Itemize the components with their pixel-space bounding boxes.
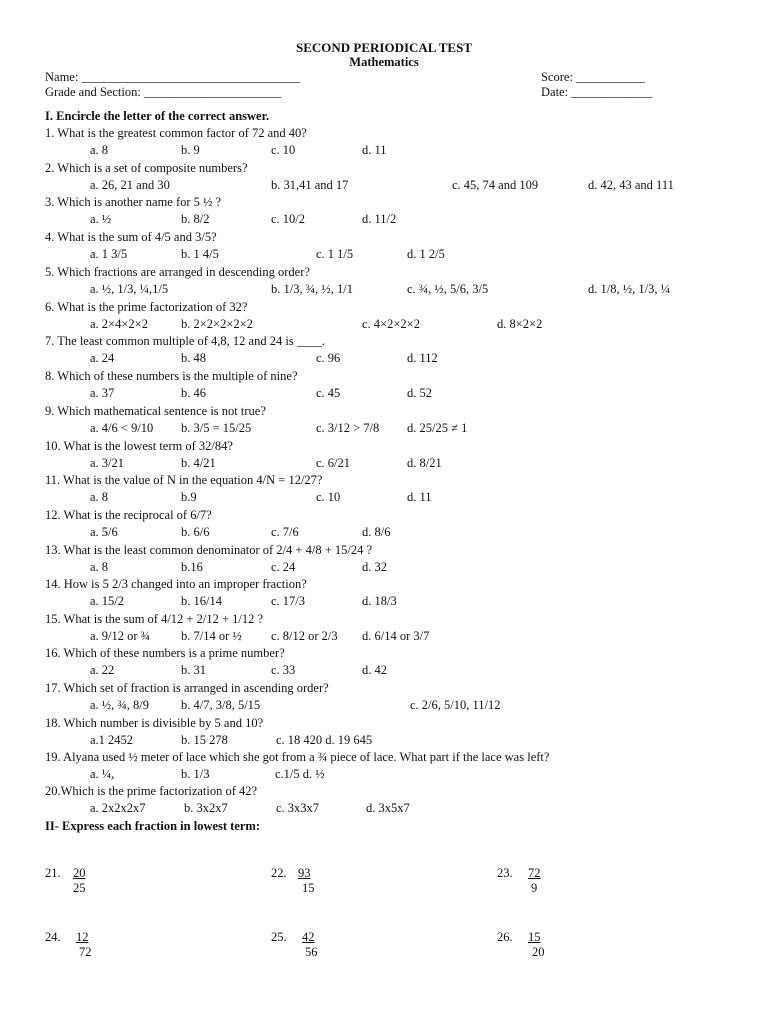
choice-1-c[interactable]: c. 10: [271, 143, 296, 157]
fraction-denominator: 56: [305, 945, 318, 959]
choice-13-b[interactable]: b.16: [181, 560, 203, 574]
choice-5-a[interactable]: a. ½, 1/3, ¼,1/5: [90, 282, 169, 296]
test-title: SECOND PERIODICAL TEST: [295, 40, 473, 55]
choice-14-a[interactable]: a. 15/2: [90, 594, 125, 608]
choice-12-d[interactable]: d. 8/6: [362, 525, 391, 539]
choice-5-c[interactable]: c. ¾, ½, 5/6, 3/5: [407, 282, 489, 296]
choice-18-a[interactable]: a.1 2452: [90, 733, 134, 747]
item-number-21: 21.: [45, 866, 61, 880]
choice-12-a[interactable]: a. 5/6: [90, 525, 118, 539]
choice-16-a[interactable]: a. 22: [90, 663, 115, 677]
choice-15-d[interactable]: d. 6/14 or 3/7: [362, 629, 430, 643]
choice-7-b[interactable]: b. 48: [181, 351, 206, 365]
choice-20-b[interactable]: b. 3x2x7: [184, 801, 228, 815]
choice-16-b[interactable]: b. 31: [181, 663, 206, 677]
fraction-denominator: 20: [532, 945, 545, 959]
choice-9-b[interactable]: b. 3/5 = 15/25: [181, 421, 252, 435]
choice-5-d[interactable]: d. 1/8, ½, 1/3, ¼: [588, 282, 670, 296]
choice-11-b[interactable]: b.9: [181, 490, 197, 504]
grade-section-field: Grade and Section: ______________________: [45, 85, 282, 99]
choice-2-c[interactable]: c. 45, 74 and 109: [452, 178, 539, 192]
choice-6-a[interactable]: a. 2×4×2×2: [90, 317, 148, 331]
question-16: 16. Which of these numbers is a prime number?: [45, 646, 285, 660]
choice-3-b[interactable]: b. 8/2: [181, 212, 210, 226]
choice-17-a[interactable]: a. ½, ¾, 8/9: [90, 698, 150, 712]
choice-20-a[interactable]: a. 2x2x2x7: [90, 801, 146, 815]
choice-3-c[interactable]: c. 10/2: [271, 212, 306, 226]
choice-2-d[interactable]: d. 42, 43 and 111: [588, 178, 674, 192]
choice-13-c[interactable]: c. 24: [271, 560, 296, 574]
choice-8-c[interactable]: c. 45: [316, 386, 341, 400]
choice-2-b[interactable]: b. 31,41 and 17: [271, 178, 349, 192]
choice-6-c[interactable]: c. 4×2×2×2: [362, 317, 420, 331]
choice-10-d[interactable]: d. 8/21: [407, 456, 442, 470]
choice-17-c[interactable]: c. 2/6, 5/10, 11/12: [410, 698, 501, 712]
choice-17-b[interactable]: b. 4/7, 3/8, 5/15: [181, 698, 261, 712]
choice-19-c[interactable]: c.1/5 d. ½: [275, 767, 325, 781]
question-11: 11. What is the value of N in the equation 4/N = 12/27?: [45, 473, 323, 487]
question-9: 9. Which mathematical sentence is not true?: [45, 404, 266, 418]
part1-heading: I. Encircle the letter of the correct answer.: [45, 109, 270, 123]
choice-18-c[interactable]: c. 18 420 d. 19 645: [276, 733, 373, 747]
item-number-25: 25.: [271, 930, 287, 944]
fraction-denominator: 25: [73, 881, 86, 895]
choice-19-a[interactable]: a. ¼,: [90, 767, 115, 781]
question-4: 4. What is the sum of 4/5 and 3/5?: [45, 230, 217, 244]
fraction-numerator: 15: [528, 930, 541, 944]
choice-10-a[interactable]: a. 3/21: [90, 456, 125, 470]
choice-13-a[interactable]: a. 8: [90, 560, 109, 574]
question-5: 5. Which fractions are arranged in descending order?: [45, 265, 310, 279]
choice-15-c[interactable]: c. 8/12 or 2/3: [271, 629, 338, 643]
choice-11-c[interactable]: c. 10: [316, 490, 341, 504]
choice-12-c[interactable]: c. 7/6: [271, 525, 299, 539]
fraction-denominator: 15: [302, 881, 315, 895]
choice-10-c[interactable]: c. 6/21: [316, 456, 351, 470]
question-1: 1. What is the greatest common factor of 72 and 40?: [45, 126, 307, 140]
choice-3-d[interactable]: d. 11/2: [362, 212, 397, 226]
choice-2-a[interactable]: a. 26, 21 and 30: [90, 178, 170, 192]
choice-19-b[interactable]: b. 1/3: [181, 767, 210, 781]
choice-10-b[interactable]: b. 4/21: [181, 456, 216, 470]
choice-20-c[interactable]: c. 3x3x7: [276, 801, 320, 815]
question-7: 7. The least common multiple of 4,8, 12 and 24 is ____.: [45, 334, 325, 348]
choice-15-a[interactable]: a. 9/12 or ¾: [90, 629, 151, 643]
choice-9-c[interactable]: c. 3/12 > 7/8: [316, 421, 380, 435]
item-number-26: 26.: [497, 930, 513, 944]
question-14: 14. How is 5 2/3 changed into an improper fraction?: [45, 577, 307, 591]
item-number-24: 24.: [45, 930, 61, 944]
question-10: 10. What is the lowest term of 32/84?: [45, 439, 233, 453]
choice-7-a[interactable]: a. 24: [90, 351, 115, 365]
choice-3-a[interactable]: a. ½: [90, 212, 112, 226]
choice-9-d[interactable]: d. 25/25 ≠ 1: [407, 421, 468, 435]
question-17: 17. Which set of fraction is arranged in ascending order?: [45, 681, 329, 695]
choice-4-d[interactable]: d. 1 2/5: [407, 247, 445, 261]
question-19: 19. Alyana used ½ meter of lace which she got from a ¾ piece of lace. What part if the lace was left?: [45, 750, 550, 764]
choice-4-b[interactable]: b. 1 4/5: [181, 247, 219, 261]
question-20: 20.Which is the prime factorization of 42?: [45, 784, 258, 798]
choice-16-c[interactable]: c. 33: [271, 663, 296, 677]
choice-13-d[interactable]: d. 32: [362, 560, 387, 574]
choice-11-d[interactable]: d. 11: [407, 490, 432, 504]
fraction-numerator: 20: [73, 866, 86, 880]
fraction-denominator: 72: [79, 945, 92, 959]
fraction-numerator: 12: [76, 930, 89, 944]
question-6: 6. What is the prime factorization of 32?: [45, 300, 248, 314]
choice-4-a[interactable]: a. 1 3/5: [90, 247, 128, 261]
question-3: 3. Which is another name for 5 ½ ?: [45, 195, 222, 209]
fraction-numerator: 93: [298, 866, 311, 880]
choice-8-a[interactable]: a. 37: [90, 386, 115, 400]
choice-11-a[interactable]: a. 8: [90, 490, 109, 504]
question-8: 8. Which of these numbers is the multiple of nine?: [45, 369, 298, 383]
choice-6-b[interactable]: b. 2×2×2×2×2: [181, 317, 253, 331]
question-18: 18. Which number is divisible by 5 and 10?: [45, 716, 264, 730]
choice-7-c[interactable]: c. 96: [316, 351, 341, 365]
choice-16-d[interactable]: d. 42: [362, 663, 387, 677]
choice-12-b[interactable]: b. 6/6: [181, 525, 210, 539]
choice-6-d[interactable]: d. 8×2×2: [497, 317, 543, 331]
choice-14-c[interactable]: c. 17/3: [271, 594, 306, 608]
part2-heading: II- Express each fraction in lowest term:: [45, 819, 261, 833]
choice-1-d[interactable]: d. 11: [362, 143, 387, 157]
question-13: 13. What is the least common denominator of 2/4 + 4/8 + 15/24 ?: [45, 543, 373, 557]
choice-1-a[interactable]: a. 8: [90, 143, 109, 157]
choice-1-b[interactable]: b. 9: [181, 143, 200, 157]
score-field: Score: ___________: [541, 70, 645, 84]
question-15: 15. What is the sum of 4/12 + 2/12 + 1/12 ?: [45, 612, 264, 626]
date-field: Date: _____________: [541, 85, 653, 99]
name-field: Name: ___________________________________: [45, 70, 301, 84]
fraction-denominator: 9: [531, 881, 538, 895]
choice-14-b[interactable]: b. 16/14: [181, 594, 222, 608]
choice-4-c[interactable]: c. 1 1/5: [316, 247, 354, 261]
choice-18-b[interactable]: b. 15 278: [181, 733, 228, 747]
choice-20-d[interactable]: d. 3x5x7: [366, 801, 410, 815]
choice-9-a[interactable]: a. 4/6 < 9/10: [90, 421, 154, 435]
question-12: 12. What is the reciprocal of 6/7?: [45, 508, 212, 522]
item-number-22: 22.: [271, 866, 287, 880]
test-subject: Mathematics: [349, 55, 419, 69]
fraction-numerator: 72: [528, 866, 541, 880]
fraction-numerator: 42: [302, 930, 315, 944]
question-2: 2. Which is a set of composite numbers?: [45, 161, 248, 175]
choice-14-d[interactable]: d. 18/3: [362, 594, 397, 608]
choice-7-d[interactable]: d. 112: [407, 351, 438, 365]
choice-8-d[interactable]: d. 52: [407, 386, 432, 400]
item-number-23: 23.: [497, 866, 513, 880]
choice-8-b[interactable]: b. 46: [181, 386, 206, 400]
choice-5-b[interactable]: b. 1/3, ¾, ½, 1/1: [271, 282, 353, 296]
choice-15-b[interactable]: b. 7/14 or ½: [181, 629, 242, 643]
